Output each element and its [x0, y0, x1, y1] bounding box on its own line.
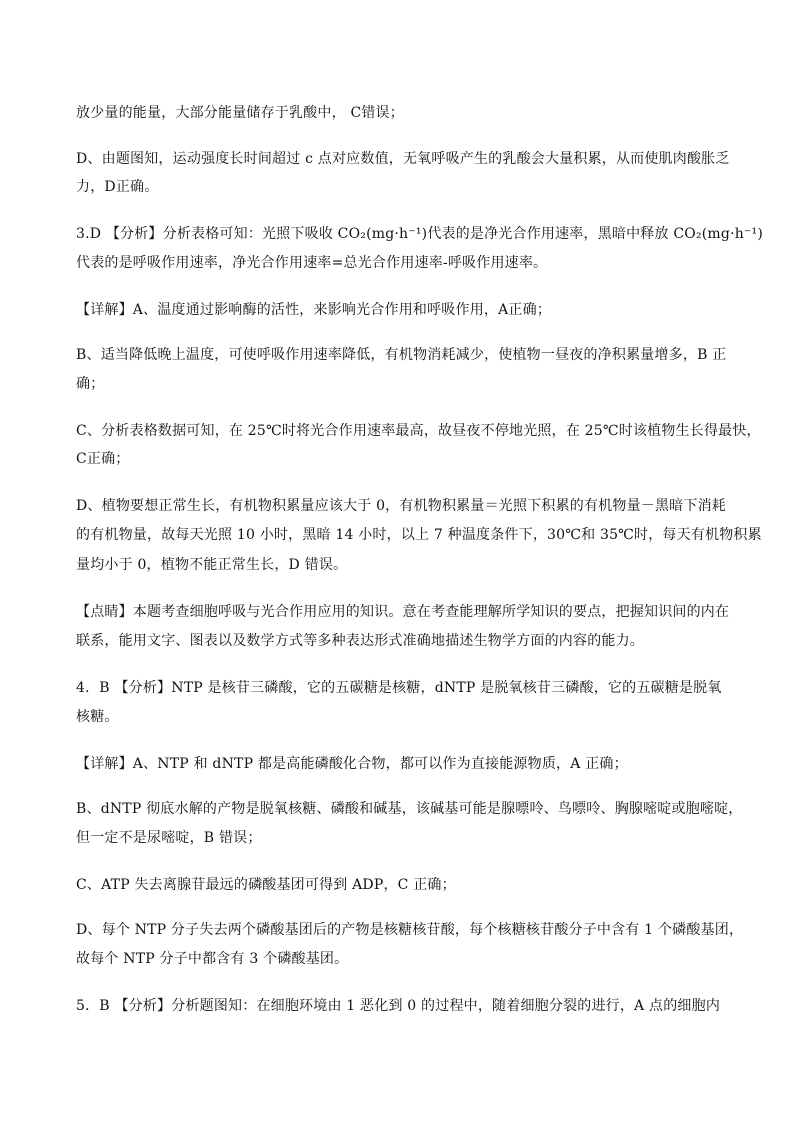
text-line: 【详解】A、温度通过影响酶的活性，来影响光合作用和呼吸作用，A正确；: [76, 302, 552, 318]
text-line: C、ATP 失去离腺苷最远的磷酸基团可得到 ADP，C 正确；: [76, 877, 456, 893]
text-line: 3.D 【分析】分析表格可知：光照下吸收 CO₂(mg·h⁻¹)代表的是净光合作用速率，黑暗中释放 CO₂(mg·h⁻¹): [76, 226, 763, 242]
text-line: 【点睛】本题考查细胞呼吸与光合作用应用的知识。意在考查能理解所学知识的要点，把握知识间的内在: [76, 604, 730, 620]
text-line: C、分析表格数据可知，在 25℃时将光合作用速率最高，故昼夜不停地光照，在 25℃时该植物生长得最快，: [76, 423, 761, 439]
text-line: 但一定不是尿嘧啶，B 错误；: [76, 830, 262, 846]
text-line: D、植物要想正常生长，有机物积累量应该大于 0，有机物积累量＝光照下积累的有机物量－黑暗下消耗: [76, 498, 726, 514]
text-line: C正确；: [76, 451, 130, 467]
text-line: 确；: [76, 376, 105, 392]
text-line: 【详解】A、NTP 和 dNTP 都是高能磷酸化合物，都可以作为直接能源物质，A 正确；: [76, 756, 628, 772]
text-line: 核糖。: [76, 709, 119, 725]
text-line: B、适当降低晚上温度，可使呼吸作用速率降低，有机物消耗减少，使植物一昼夜的净积累量增多，B 正: [76, 347, 727, 363]
text-line: D、由题图知，运动强度长时间超过 c 点对应数值，无氧呼吸产生的乳酸会大量积累，从而使肌肉酸胀乏: [76, 151, 730, 167]
text-line: 放少量的能量，大部分能量储存于乳酸中， C错误；: [76, 105, 404, 121]
text-line: 联系，能用文字、图表以及数学方式等多种表达形式准确地描述生物学方面的内容的能力。: [76, 633, 644, 649]
text-line: B、dNTP 彻底水解的产物是脱氧核糖、磷酸和碱基，该碱基可能是腺嘌呤、鸟嘌呤、胸腺嘧啶或胞嘧啶，: [76, 801, 743, 817]
text-line: 故每个 NTP 分子中都含有 3 个磷酸基团。: [76, 951, 349, 967]
text-line: 力，D正确。: [76, 179, 159, 195]
text-line: 代表的是呼吸作用速率，净光合作用速率=总光合作用速率-呼吸作用速率。: [76, 255, 548, 271]
text-line: 量均小于 0，植物不能正常生长，D 错误。: [76, 557, 348, 573]
text-line: 5．B 【分析】分析题图知：在细胞环境由 1 恶化到 0 的过程中，随着细胞分裂的进行，A 点的细胞内: [76, 998, 721, 1014]
text-line: D、每个 NTP 分子失去两个磷酸基团后的产物是核糖核苷酸，每个核糖核苷酸分子中含有 1 个磷酸基团，: [76, 922, 744, 938]
text-line: 的有机物量，故每天光照 10 小时，黑暗 14 小时，以上 7 种温度条件下，30℃和 35℃时，每天有机物积累: [76, 527, 762, 543]
text-line: 4．B 【分析】NTP 是核苷三磷酸，它的五碳糖是核糖，dNTP 是脱氧核苷三磷酸，它的五碳糖是脱氧: [76, 680, 722, 696]
